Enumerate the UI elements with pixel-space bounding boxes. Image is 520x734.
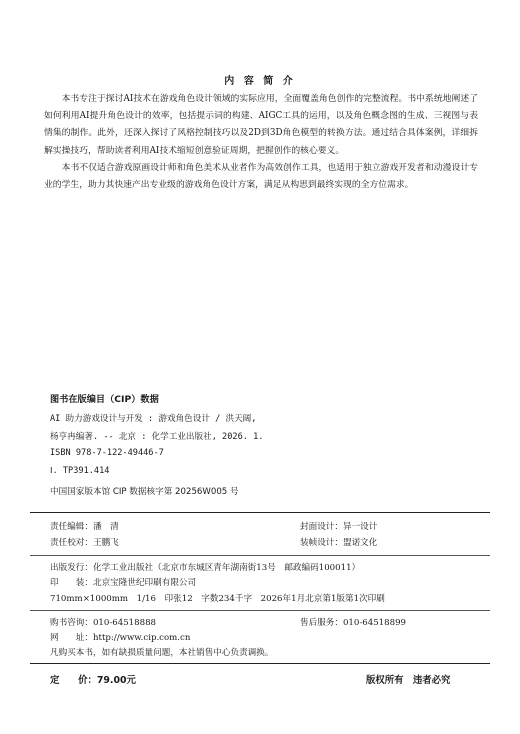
intro-paragraph-2: 本书不仅适合游戏原画设计师和角色美术从业者作为高效创作工具，也适用于独立游戏开发者和动漫设计专业的学生，助力其快速产出专业级的游戏角色设计方案，满足从构思到最终实现的全方位需求。 (44, 162, 478, 191)
return-notice: 凡购买本书，如有缺损质量问题，本社销售中心负责调换。 (50, 648, 274, 658)
cip-classification: Ⅰ. TP391.414 (50, 466, 110, 476)
cover-design-credit: 封面设计：异一设计 (300, 522, 378, 532)
price: 定 价：79.00元 (50, 675, 136, 686)
divider (30, 663, 490, 664)
editor-credit: 责任编辑：潘 清 (50, 522, 119, 532)
after-sales-phone: 售后服务：010-64518899 (300, 618, 407, 628)
cip-record: 中国国家版本馆 CIP 数据核字第 20256W005 号 (50, 487, 239, 497)
divider (30, 512, 490, 513)
copyright-notice: 版权所有 违者必究 (366, 675, 451, 686)
website-line: 网 址：http://www.cip.com.cn (50, 633, 191, 643)
intro-heading: 内 容 简 介 (224, 76, 296, 87)
publisher-line: 出版发行：化学工业出版社（北京市东城区青年湖南街13号 邮政编码100011） (50, 563, 361, 573)
purchase-phone: 购书咨询：010-64518888 (50, 618, 157, 628)
intro-text (44, 91, 478, 194)
specs-line: 710mm×1000mm 1/16 印张12 字数234千字 2026年1月北京第1版第1次印刷 (50, 594, 385, 604)
intro-paragraph-1: 本书专注于探讨AI技术在游戏角色设计领域的实际应用，全面覆盖角色创作的完整流程。书中系统地阐述了如何利用AI提升角色设计的效率，包括提示词的构建、AIGC工具的运用，以及角色概念图的生成、三视图与表情集的制作。此外，还深入探讨了风格控制技巧以及2D到3D角色模型的转换方法。通过结合具体案例，详细拆解实操技巧，帮助读者利用AI技术缩短创意验证周期，把握创作的核心要义。 (44, 94, 478, 156)
binding-design-credit: 装帧设计：盟诺文化 (300, 538, 378, 548)
cip-isbn: ISBN 978-7-122-49446-7 (50, 448, 164, 458)
printer-line: 印 装：北京宝隆世纪印刷有限公司 (50, 578, 197, 588)
divider (30, 610, 490, 611)
cip-line-2: 杨亨冉编著. -- 北京 : 化学工业出版社, 2026. 1. (50, 432, 264, 442)
divider (30, 555, 490, 556)
cip-title: 图书在版编目（CIP）数据 (50, 394, 159, 405)
cip-line-1: AI 助力游戏设计与开发 : 游戏角色设计 / 洪天阔, (50, 414, 257, 424)
proofreader-credit: 责任校对：王鹏飞 (50, 538, 119, 548)
